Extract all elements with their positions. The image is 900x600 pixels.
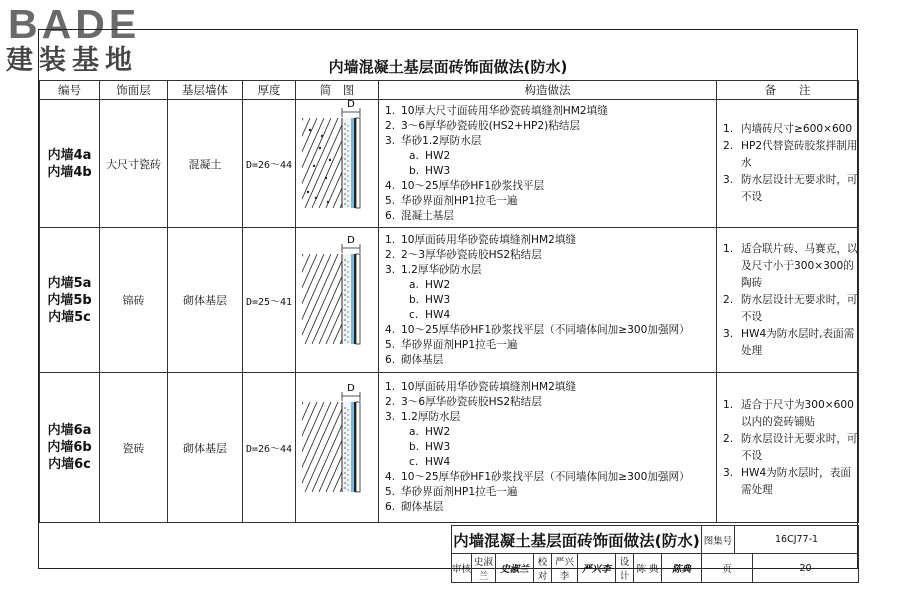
- row-finish: 锦砖: [100, 228, 168, 373]
- step-number: 4.: [385, 179, 396, 192]
- step-text: HW2: [425, 426, 451, 438]
- code-line: 内墙5c: [48, 309, 91, 325]
- row-notes: [717, 373, 859, 523]
- designer-signature: 陈典: [662, 554, 702, 583]
- step-number: a.: [409, 426, 419, 438]
- step-number: c.: [409, 456, 419, 468]
- construction-step: [385, 248, 716, 263]
- note-item: [723, 138, 858, 172]
- note-number: 3.: [723, 174, 734, 186]
- construction-step: [385, 470, 716, 485]
- code-line: 内墙5b: [47, 292, 92, 308]
- step-number: 6.: [385, 353, 396, 366]
- step-number: 2.: [385, 248, 396, 261]
- step-number: a.: [409, 149, 419, 162]
- step-text: 华砂界面剂HP1拉毛一遍: [401, 486, 518, 498]
- construction-step: [385, 209, 716, 224]
- construction-table: [39, 80, 859, 523]
- note-item: [723, 397, 858, 431]
- construction-step: [385, 134, 716, 149]
- construction-step: [385, 308, 716, 323]
- step-number: 5.: [385, 486, 396, 498]
- header-notes: 备 注: [717, 81, 859, 100]
- step-text: HW3: [425, 164, 451, 177]
- step-number: 2.: [385, 119, 396, 132]
- note-text: 防水层设计无要求时，可不设: [741, 174, 858, 203]
- code-line: 内墙6c: [48, 457, 91, 472]
- note-item: [723, 465, 858, 499]
- page-number: 20: [753, 554, 859, 583]
- wall-section-diagram: [302, 98, 372, 220]
- code-line: 内墙4b: [47, 164, 92, 180]
- atlas-label: 图集号: [702, 526, 735, 554]
- construction-step: [385, 485, 716, 500]
- header-sketch: 简 图: [296, 81, 379, 100]
- note-number: 3.: [723, 327, 734, 340]
- construction-step: [385, 179, 716, 194]
- row-base: 砌体基层: [168, 228, 243, 373]
- reviewer-name: 史淑兰: [472, 554, 496, 583]
- code-line: 内墙4a: [47, 147, 92, 163]
- code-line: 内墙5a: [47, 275, 92, 291]
- construction-step: [385, 233, 716, 248]
- design-label: 设计: [616, 554, 634, 583]
- construction-step: [385, 278, 716, 293]
- construction-step: [385, 164, 716, 179]
- construction-step: [385, 353, 716, 368]
- step-number: 3.: [385, 411, 396, 423]
- row-thickness: D=25～41: [243, 228, 296, 373]
- step-text: 3～6厚华砂瓷砖胶HS2粘结层: [401, 396, 542, 408]
- atlas-number: 16CJ77-1: [735, 526, 859, 554]
- header-construction: 构造做法: [379, 81, 717, 100]
- construction-step: [385, 119, 716, 134]
- step-text: 2～3厚华砂瓷砖胶HS2粘结层: [401, 248, 542, 261]
- code-line: 内墙6a: [47, 423, 92, 438]
- page-label: 页: [702, 554, 753, 583]
- construction-step: [385, 500, 716, 515]
- step-text: 10～25厚华砂HF1砂浆找平层（不同墙体间加≥300加强网）: [401, 323, 690, 336]
- row-base: 砌体基层: [168, 373, 243, 523]
- step-text: 华砂1.2厚防水层: [401, 134, 482, 147]
- construction-step: [385, 323, 716, 338]
- table-row: [40, 228, 859, 373]
- step-number: 3.: [385, 134, 396, 147]
- construction-step: [385, 395, 716, 410]
- note-number: 2.: [723, 140, 734, 152]
- row-sketch: [296, 100, 379, 228]
- designer-name: 陈 典: [634, 554, 662, 583]
- note-number: 3.: [723, 466, 734, 479]
- header-finish: 饰面层: [100, 81, 168, 100]
- table-header-row: [40, 81, 859, 100]
- step-number: c.: [409, 308, 419, 321]
- construction-step: [385, 293, 716, 308]
- note-number: 1.: [723, 398, 734, 411]
- step-text: 10厚面砖用华砂瓷砖填缝剂HM2填缝: [401, 381, 577, 393]
- row-construction: [379, 228, 717, 373]
- header-code: 编号: [40, 81, 100, 100]
- step-number: 3.: [385, 263, 396, 276]
- step-number: 2.: [385, 396, 396, 408]
- step-text: HW2: [425, 278, 451, 291]
- note-item: [723, 121, 858, 138]
- row-base: 混凝土: [168, 100, 243, 228]
- table-row: [40, 100, 859, 228]
- note-number: 1.: [723, 242, 734, 255]
- header-base: 基层墙体: [168, 81, 243, 100]
- step-number: 4.: [385, 323, 396, 336]
- step-text: HW4: [425, 308, 451, 321]
- step-text: HW2: [425, 149, 451, 162]
- step-text: 1.2厚防水层: [401, 411, 461, 423]
- reviewer-signature: 史淑兰: [496, 554, 534, 583]
- step-number: b.: [409, 293, 420, 306]
- review-label: 审核: [452, 554, 472, 583]
- note-text: 防水层设计无要求时，可不设: [741, 293, 858, 323]
- step-text: 10～25厚华砂HF1砂浆找平层: [401, 179, 545, 192]
- row-thickness: D=26～44: [243, 100, 296, 228]
- step-text: 华砂界面剂HP1拉毛一遍: [401, 338, 518, 351]
- step-number: 4.: [385, 471, 396, 483]
- note-item: [723, 431, 858, 465]
- construction-step: [385, 380, 716, 395]
- table-row: [40, 373, 859, 523]
- row-notes: [717, 100, 859, 228]
- step-number: 1.: [385, 233, 396, 246]
- header-thickness: 厚度: [243, 81, 296, 100]
- step-number: 5.: [385, 194, 396, 207]
- step-text: HW4: [425, 456, 451, 468]
- step-text: 砌体基层: [401, 353, 444, 366]
- wall-section-diagram: [302, 382, 372, 504]
- note-number: 2.: [723, 432, 734, 445]
- row-finish: 瓷砖: [100, 373, 168, 523]
- row-construction: [379, 373, 717, 523]
- construction-step: [385, 440, 716, 455]
- construction-step: [385, 425, 716, 440]
- construction-step: [385, 104, 716, 119]
- title-block-title: 内墙混凝土基层面砖饰面做法(防水): [452, 526, 702, 554]
- row-code: [40, 373, 100, 523]
- step-number: a.: [409, 278, 419, 291]
- dimension-label: D: [347, 235, 355, 246]
- wall-section-diagram: [302, 235, 372, 356]
- note-text: HP2代替瓷砖胶浆拌制用水: [741, 140, 858, 169]
- construction-step: [385, 410, 716, 425]
- checker-signature: 严兴李: [578, 554, 616, 583]
- step-number: 6.: [385, 209, 396, 222]
- row-finish: 大尺寸瓷砖: [100, 100, 168, 228]
- step-number: 1.: [385, 104, 396, 117]
- step-text: HW3: [425, 441, 451, 453]
- note-text: 适合于尺寸为300×600以内的瓷砖铺贴: [741, 398, 854, 428]
- step-text: 混凝土基层: [401, 209, 454, 222]
- row-code: [40, 228, 100, 373]
- logo-latin: BADE: [8, 1, 141, 47]
- note-item: [723, 241, 858, 292]
- step-number: 1.: [385, 381, 396, 393]
- note-item: [723, 326, 858, 360]
- step-text: 1.2厚华砂防水层: [401, 263, 482, 276]
- construction-step: [385, 338, 716, 353]
- construction-step: [385, 194, 716, 209]
- row-sketch: [296, 228, 379, 373]
- checker-name: 严兴李: [552, 554, 578, 583]
- note-number: 1.: [723, 123, 734, 135]
- note-text: HW4为防水层时,表面需处理: [741, 327, 855, 357]
- note-item: [723, 172, 858, 206]
- check-label: 校对: [534, 554, 552, 583]
- step-number: 5.: [385, 338, 396, 351]
- row-thickness: D=26～44: [243, 373, 296, 523]
- document-title: 内墙混凝土基层面砖饰面做法(防水): [328, 58, 568, 76]
- step-text: 10～25厚华砂HF1砂浆找平层（不同墙体间加≥300加强网）: [401, 471, 690, 483]
- step-text: 10厚大尺寸面砖用华砂瓷砖填缝剂HM2填缝: [401, 104, 608, 117]
- step-number: b.: [409, 441, 420, 453]
- title-block: [451, 525, 858, 582]
- construction-step: [385, 455, 716, 470]
- note-text: HW4为防水层时，表面需处理: [741, 466, 851, 496]
- construction-step: [385, 149, 716, 164]
- row-construction: [379, 100, 717, 228]
- logo-cjk: 建装基地: [6, 45, 138, 76]
- code-line: 内墙6b: [47, 440, 92, 455]
- row-code: [40, 100, 100, 228]
- note-text: 适合联片砖、马赛克，以及尺寸小于300×300的陶砖: [741, 242, 858, 289]
- note-number: 2.: [723, 293, 734, 306]
- note-text: 防水层设计无要求时，可不设: [741, 432, 858, 462]
- note-text: 内墙砖尺寸≥600×600: [741, 123, 853, 135]
- row-notes: [717, 228, 859, 373]
- step-number: b.: [409, 164, 420, 177]
- step-text: HW3: [425, 293, 451, 306]
- note-item: [723, 292, 858, 326]
- dimension-label: D: [347, 382, 355, 394]
- step-text: 砌体基层: [401, 501, 444, 513]
- step-text: 10厚面砖用华砂瓷砖填缝剂HM2填缝: [401, 233, 577, 246]
- construction-step: [385, 263, 716, 278]
- dimension-label: D: [347, 98, 355, 110]
- row-sketch: [296, 373, 379, 523]
- step-number: 6.: [385, 501, 396, 513]
- step-text: 华砂界面剂HP1拉毛一遍: [401, 194, 518, 207]
- step-text: 3～6厚华砂瓷砖胶(HS2+HP2)粘结层: [401, 119, 581, 132]
